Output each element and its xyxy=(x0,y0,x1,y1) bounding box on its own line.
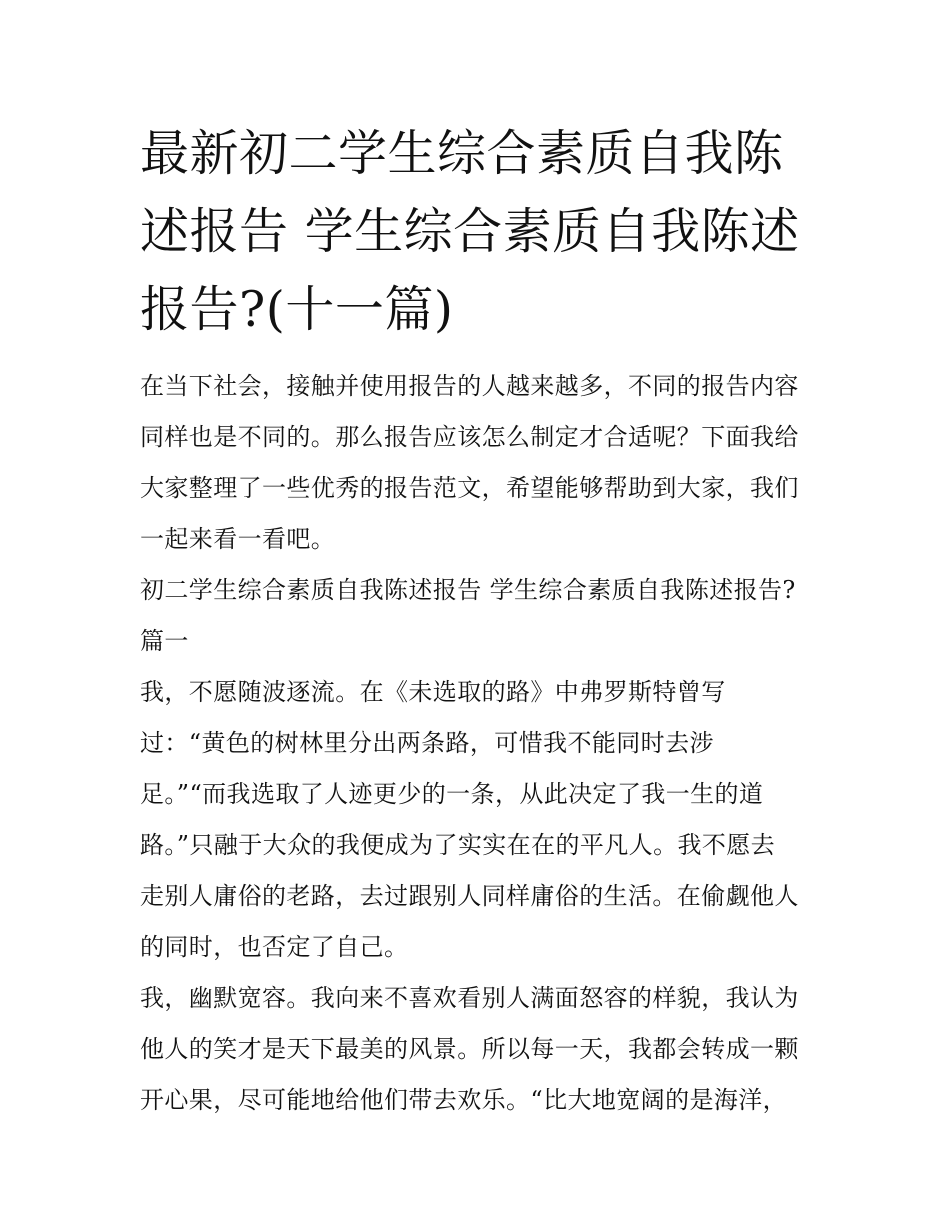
title-line: 最新初二学生综合素质自我陈 xyxy=(140,125,784,182)
body-line: 一起来看一看吧。 xyxy=(140,525,336,553)
body-line: 大家整理了一些优秀的报告范文，希望能够帮助到大家，我们 xyxy=(140,474,799,502)
body-line: 过：“黄色的树林里分出两条路，可惜我不能同时去涉 xyxy=(140,729,714,757)
body-line: 同样也是不同的。那么报告应该怎么制定才合适呢？下面我给 xyxy=(140,423,799,451)
section-heading-line: 篇一 xyxy=(140,627,189,655)
body-line: 足。”“而我选取了人迹更少的一条，从此决定了我一生的道 xyxy=(140,780,764,808)
document-title xyxy=(140,115,820,349)
title-line: 报告?(十一篇) xyxy=(140,281,454,338)
body-line: 走别人庸俗的老路，去过跟别人同样庸俗的生活。在偷觑他人 xyxy=(140,882,799,910)
body-line: 我，幽默宽容。我向来不喜欢看别人满面怒容的样貌，我认为 xyxy=(140,984,799,1012)
body-line: 路。”只融于大众的我便成为了实实在在的平凡人。我不愿去 xyxy=(140,831,776,859)
body-line: 的同时，也否定了自己。 xyxy=(140,933,409,961)
body-line: 开心果，尽可能地给他们带去欢乐。“比大地宽阔的是海洋， xyxy=(140,1086,788,1114)
body-line: 他人的笑才是天下最美的风景。所以每一天，我都会转成一颗 xyxy=(140,1035,799,1063)
body-line: 我，不愿随波逐流。在《未选取的路》中弗罗斯特曾写 xyxy=(140,678,726,706)
section-heading-line: 初二学生综合素质自我陈述报告 学生综合素质自我陈述报告? xyxy=(140,576,796,604)
document-body xyxy=(140,361,820,1126)
document-content xyxy=(140,115,820,1126)
title-line: 述报告 学生综合素质自我陈述 xyxy=(140,203,800,260)
body-line: 在当下社会，接触并使用报告的人越来越多，不同的报告内容 xyxy=(140,372,799,400)
